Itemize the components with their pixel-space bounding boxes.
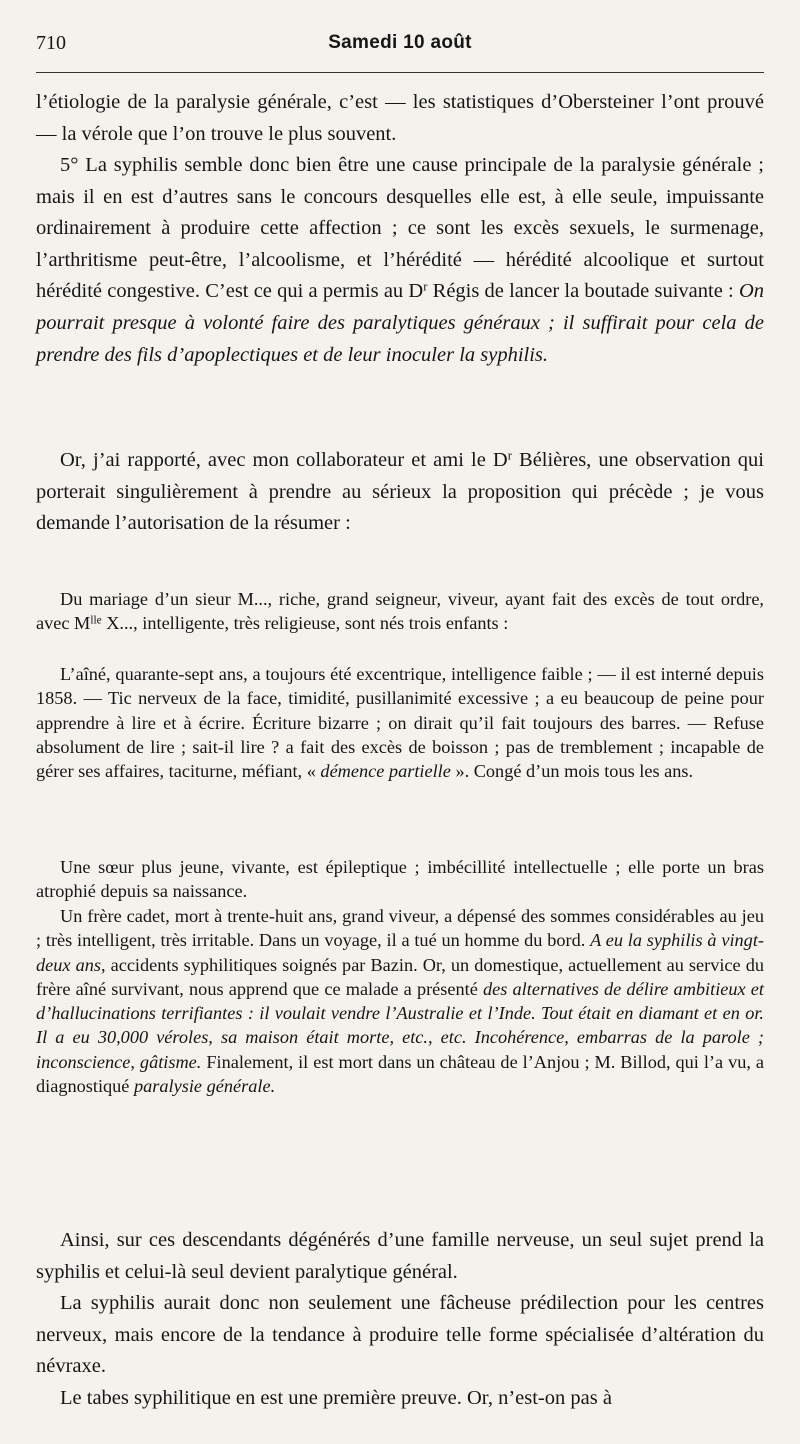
header-rule [36,72,764,73]
paragraph-text: L’aîné, quarante-sept ans, a toujours été excentrique, intelligence faible ; — il est interné depuis 1858. — Tic nerveux de la face, timidité, pusillanimité excessive ; a eu beaucoup de peine pour apprendre à lire et à écrire. Écriture bizarre ; on dirait qu’il fait toujours des barres. — Refuse absolument de lire ; sait-il lire ? a fait des excès de boisson ; pas de tremblement ; incapable de gérer ses affaires, taciturne, méfiant, « [36,664,764,782]
paragraph-text: ». Congé d’un mois tous les ans. [450,761,694,782]
running-title: Samedi 10 août [328,32,472,53]
paragraph-text: Bélières, une observation qui porterait singulièrement à prendre au sérieux la proposition qui précède ; je vous demande l’autorisation de la résumer : [36,449,765,535]
paragraph-text: Un frère cadet, mort à trente-huit ans, grand viveur, a dépensé des sommes considérables au jeu ; très intelligent, très irritable. Dans un voyage, il a tué un homme du bord. [36,906,764,951]
observation-younger-brother [36,904,764,1098]
paragraph-observation-intro [36,445,764,540]
italic-text: des alternatives de délire ambitieux et d’hallucinations terrifiantes : il voulait vendre l’Australie et l’Inde. Tout était en diamant et en or. Il a eu 30,000 véroles, sa maison était morte, etc., etc. Incohérence, embarras de la parole ; inconscience, gâtisme. [36,978,765,1072]
paragraph-predilection: La syphilis aurait donc non seulement une fâcheuse prédilection pour les centres nerveux, mais encore de la tendance à produire telle forme spécialisée d’altération du névraxe. [36,1292,764,1378]
observation-eldest [36,662,764,783]
page-header [36,32,764,60]
paragraph-text: 5° La syphilis semble donc bien être une cause principale de la paralysie générale ; mais il en est d’autres sans le concours desquelles elle est, à elle seule, impuissante ordinairement à produire cette affection ; ce sont les excès sexuels, le surmenage, l’arthritisme peut-être, l’alcoolisme, et l’hérédité — hérédité alcoolique et surtout hérédité congestive. C’est ce qui a permis au D [36,154,764,303]
quotation-regis: On pourrait presque à volonté faire des paralytiques généraux ; il suffirait pour cela de prendre des fils d’apoplectiques et de leur inoculer la syphilis. [36,280,764,366]
paragraph-text: Finalement, il est mort dans un château de l’Anjou ; M. Billod, qui l’a vu, a diagnostiqué [36,1051,764,1097]
paragraph-point-5 [36,150,764,371]
paragraph-text: , accidents syphilitiques soignés par Bazin. Or, un domestique, actuellement au service du frère aîné survivant, nous apprend que ce malade a présenté [36,954,764,999]
page-number: 710 [36,32,66,54]
italic-term: démence partielle [320,761,451,782]
paragraph-text: Régis de lancer la boutade suivante : [427,280,739,303]
superscript: r [423,280,428,295]
paragraph-tabes: Le tabes syphilitique en est une première preuve. Or, n’est-on pas à [60,1387,612,1409]
paragraph-text: X..., intelligente, très religieuse, sont nés trois enfants : [101,613,509,634]
superscript: r [507,448,512,463]
italic-text: paralysie générale. [134,1076,276,1097]
italic-text: A eu la syphilis à vingt-deux ans [36,930,764,975]
paragraph-continuation: l’étiologie de la paralysie générale, c’est — les statistiques d’Obersteiner l’ont prouvé — la vérole que l’on trouve le plus souvent. [36,91,764,145]
superscript: lle [90,614,102,627]
paragraph-text: Or, j’ai rapporté, avec mon collaborateur et ami le D [60,449,508,471]
observation-sister: Une sœur plus jeune, vivante, est épileptique ; imbécillité intellectuelle ; elle porte un bras atrophié depuis sa naissance. [36,857,764,902]
paragraph-text: Du mariage d’un sieur M..., riche, grand seigneur, viveur, ayant fait des excès de tout ordre, avec M [36,589,764,634]
observation-marriage [36,587,764,636]
paragraph-conclusion: Ainsi, sur ces descendants dégénérés d’une famille nerveuse, un seul sujet prend la syphilis et celui-là seul devient paralytique général. [36,1229,764,1283]
